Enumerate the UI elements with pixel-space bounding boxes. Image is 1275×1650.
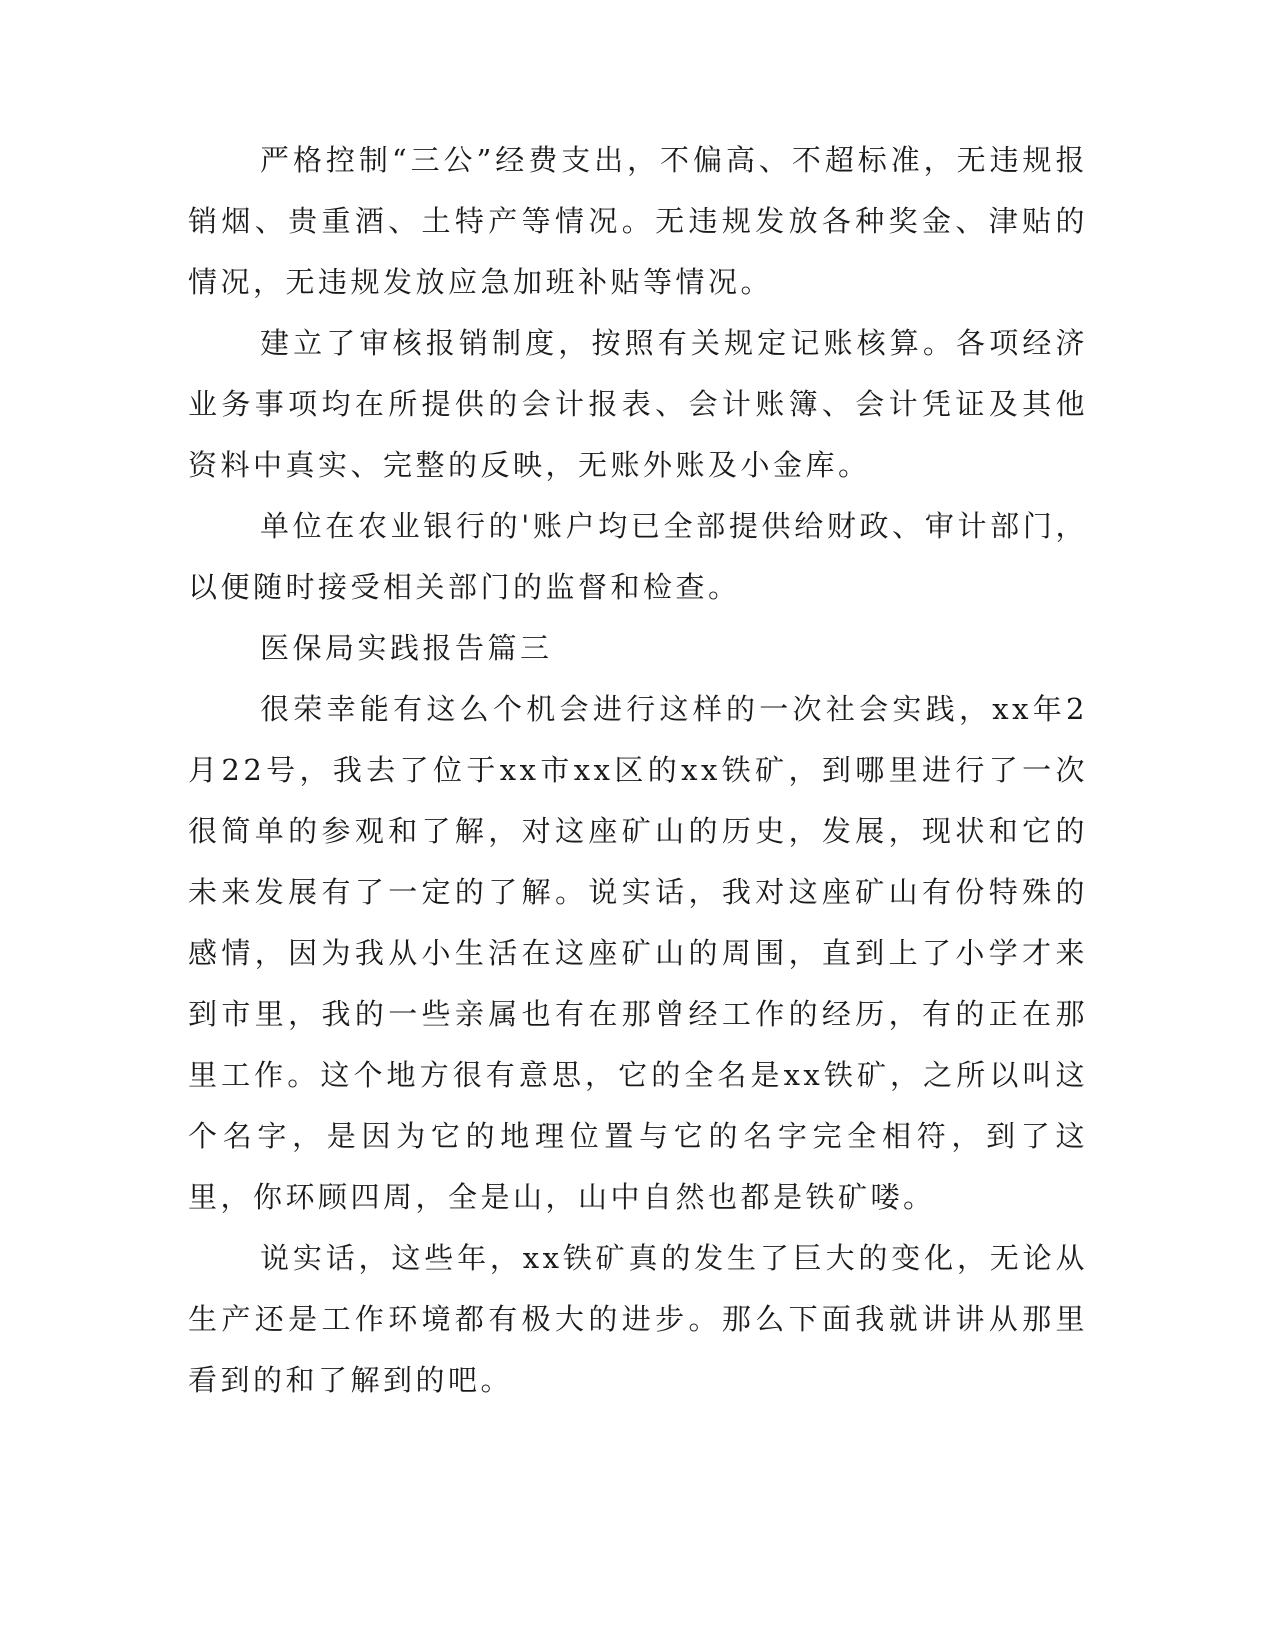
paragraph-changes: 说实话，这些年，xx铁矿真的发生了巨大的变化，无论从生产还是工作环境都有极大的进步。那么下面我就讲讲从那里看到的和了解到的吧。 bbox=[188, 1241, 1088, 1397]
document-body bbox=[188, 130, 1088, 1411]
paragraph-practice-intro: 很荣幸能有这么个机会进行这样的一次社会实践，xx年2月22号，我去了位于xx市xx区的xx铁矿，到哪里进行了一次很简单的参观和了解，对这座矿山的历史，发展，现状和它的未来发展有了一定的了解。说实话，我对这座矿山有份特殊的感情，因为我从小生活在这座矿山的周围，直到上了小学才来到市里，我的一些亲属也有在那曾经工作的经历，有的正在那里工作。这个地方很有意思，它的全名是xx铁矿，之所以叫这个名字，是因为它的地理位置与它的名字完全相符，到了这里，你环顾四周，全是山，山中自然也都是铁矿喽。 bbox=[188, 692, 1088, 1214]
paragraph-bank-accounts: 单位在农业银行的'账户均已全部提供给财政、审计部门，以便随时接受相关部门的监督和检查。 bbox=[188, 509, 1088, 604]
paragraph-expense-control: 严格控制“三公”经费支出，不偏高、不超标准，无违规报销烟、贵重酒、土特产等情况。无违规发放各种奖金、津贴的情况，无违规发放应急加班补贴等情况。 bbox=[188, 143, 1088, 299]
section-heading: 医保局实践报告篇三 bbox=[260, 631, 553, 665]
paragraph-audit-system: 建立了审核报销制度，按照有关规定记账核算。各项经济业务事项均在所提供的会计报表、会计账簿、会计凭证及其他资料中真实、完整的反映，无账外账及小金库。 bbox=[188, 326, 1088, 482]
